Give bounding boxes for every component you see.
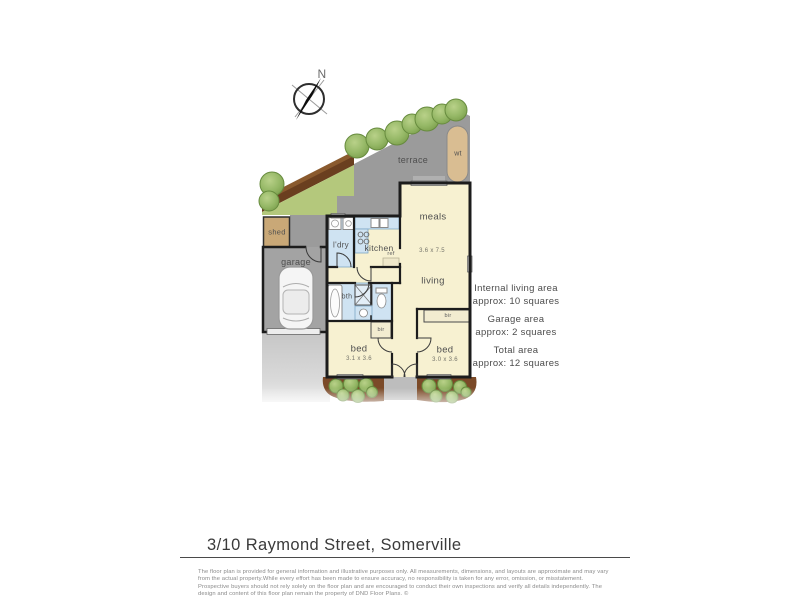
area-summary-internal <box>441 283 591 308</box>
car <box>279 267 313 329</box>
label-water-tank: wt <box>454 150 462 158</box>
area-summary-garage <box>441 314 591 339</box>
laundry-fixtures <box>329 218 354 230</box>
area-summary-line: approx: 2 squares <box>475 326 557 338</box>
area-summary-line: approx: 12 squares <box>472 357 560 369</box>
room-label-laundry: l'dry <box>333 240 349 250</box>
dim-label-meals: 3.6 x 7.5 <box>419 248 445 254</box>
room-label-meals: meals <box>419 211 447 223</box>
label-fridge: ref <box>387 251 395 257</box>
room-label-kitchen: kitchen <box>364 243 394 253</box>
area-summary-total <box>441 345 591 370</box>
north-label: N <box>317 67 327 81</box>
area-summary-line: Internal living area <box>474 283 558 294</box>
property-address: 3/10 Raymond Street, Somerville <box>207 536 462 554</box>
dim-label-bed1: 3.1 x 3.6 <box>346 356 372 362</box>
compass <box>292 78 327 120</box>
disclaimer-text: The floor plan is provided for general information and illustrative purposes only. All measurements, dimensions, and layouts are approximate and may vary from the actual property.While every effort has been made to ensure accuracy, no responsibility is taken for any error, omission, or misstatement. Prospective buyers should not rely solely on the floor plan and are encouraged to conduct their own inspections and verify all details independently. The design and content of this floor plan remain the property of DND Floor Plans. © <box>198 568 609 598</box>
room-label-terrace: terrace <box>397 155 429 165</box>
room-label-garage: garage <box>281 257 311 267</box>
room-label-bed1: bed <box>350 343 368 355</box>
label-robe-bed1: bir <box>377 327 385 333</box>
fade-out <box>256 388 488 412</box>
dim-label-bed2: 3.0 x 3.6 <box>432 357 458 363</box>
divider-line <box>180 557 630 558</box>
area-summary-line: Garage area <box>487 314 545 325</box>
room-label-bed2: bed <box>436 344 454 356</box>
label-robe-bed2: bir <box>444 313 452 319</box>
area-summary-line: approx: 10 squares <box>472 295 560 307</box>
room-label-bath: bth <box>341 293 353 301</box>
room-label-living: living <box>421 275 445 287</box>
area-summary-line: Total area <box>493 345 539 356</box>
room-label-shed: shed <box>268 227 286 237</box>
